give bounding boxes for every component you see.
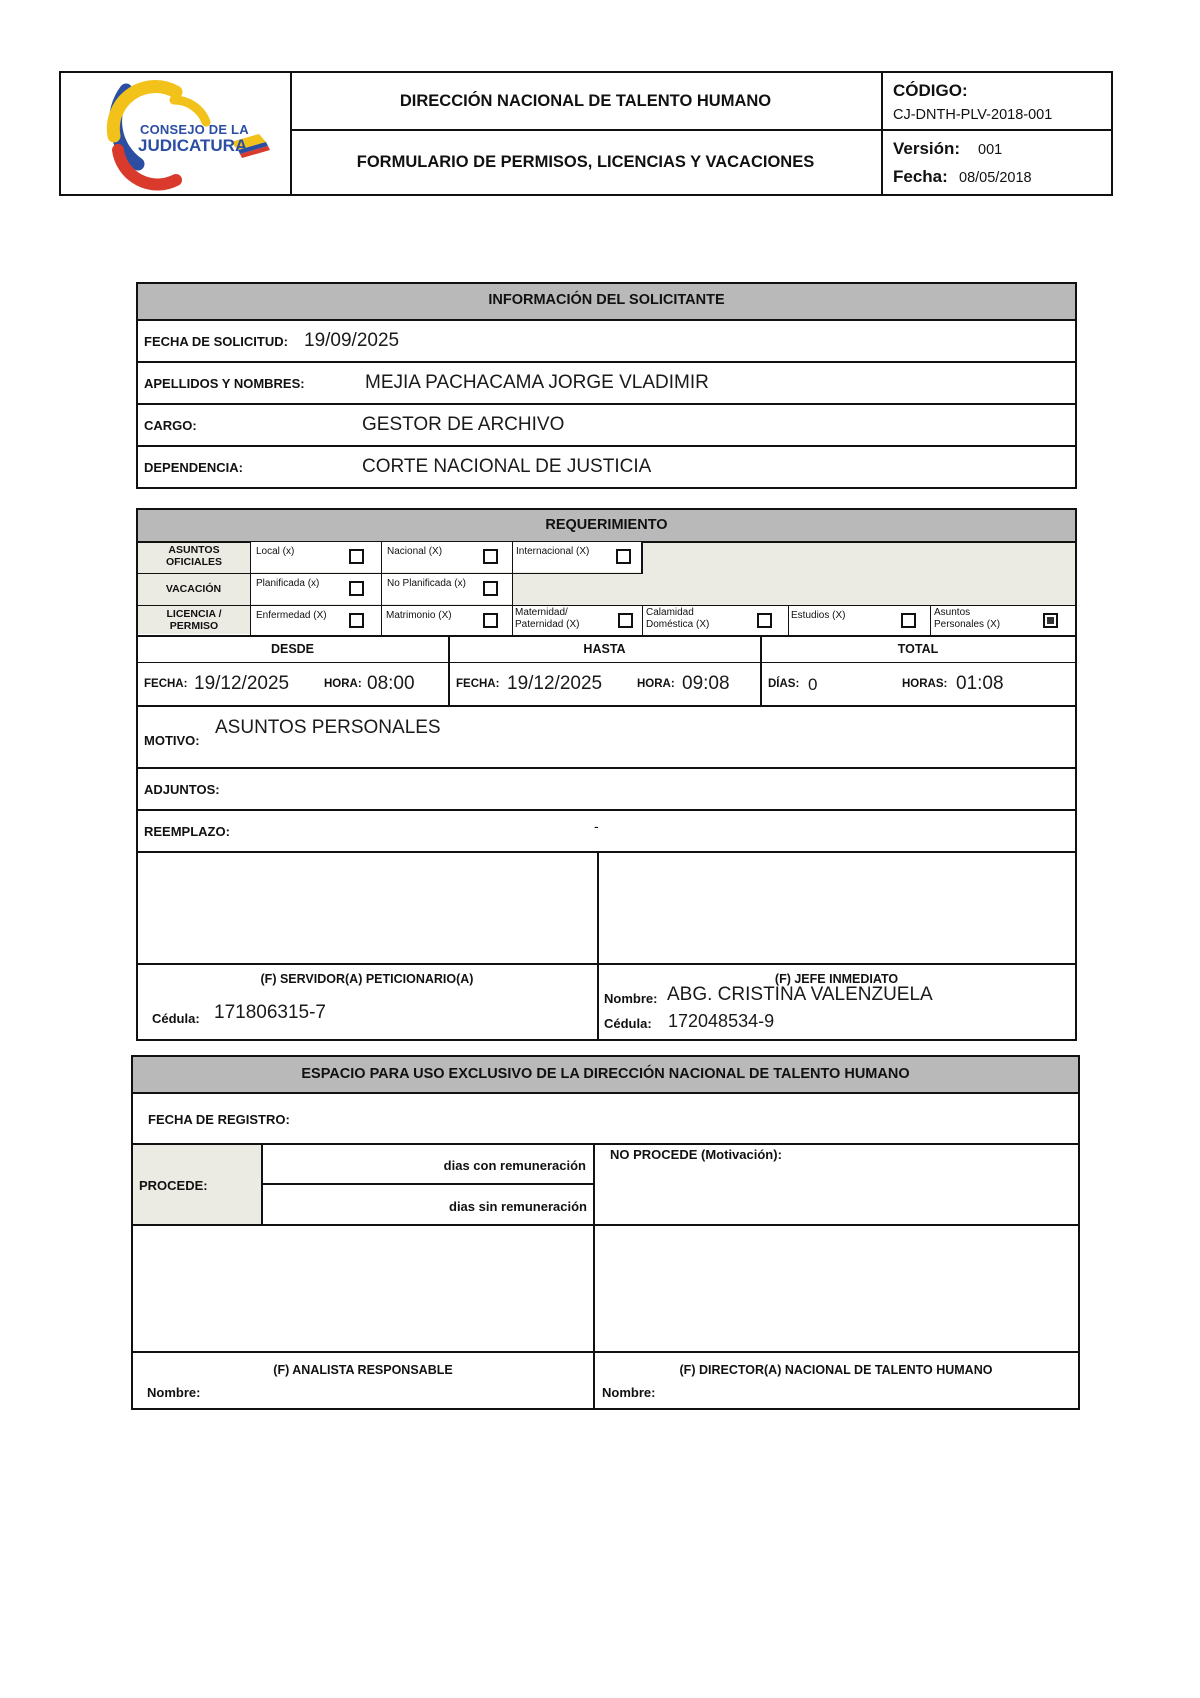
- asuntos-oficiales-label: ASUNTOS OFICIALES: [165, 544, 222, 568]
- jefe-nombre-label: Nombre:: [604, 991, 658, 1006]
- codigo-value: CJ-DNTH-PLV-2018-001: [893, 107, 1053, 123]
- dias-sin-remuneracion-label: dias sin remuneración: [449, 1199, 587, 1214]
- desde-fecha-label: FECHA:: [144, 678, 188, 690]
- fecha-solicitud-label: FECHA DE SOLICITUD:: [144, 334, 288, 349]
- logo-text-consejo: CONSEJO DE LA: [140, 122, 249, 137]
- hasta-fecha-value: 19/12/2025: [507, 673, 603, 694]
- director-nombre-label: Nombre:: [602, 1385, 656, 1400]
- checkbox-planificada[interactable]: [349, 581, 364, 596]
- option-matrimonio: Matrimonio (X): [386, 610, 452, 621]
- option-enfermedad: Enfermedad (X): [256, 610, 327, 621]
- checkbox-estudios[interactable]: [901, 613, 916, 628]
- option-calamidad: Calamidad Doméstica (X): [646, 607, 710, 630]
- jefe-nombre-value: ABG. CRISTINA VALENZUELA: [667, 984, 933, 1005]
- fecha-registro-label: FECHA DE REGISTRO:: [148, 1112, 290, 1127]
- version-label: Versión:: [893, 139, 961, 158]
- servidor-cedula-value: 171806315-7: [214, 1002, 326, 1023]
- reemplazo-label: REEMPLAZO:: [144, 824, 230, 839]
- jefe-cedula-value: 172048534-9: [668, 1011, 775, 1031]
- hasta-fecha-label: FECHA:: [456, 678, 500, 690]
- reemplazo-value: -: [594, 818, 599, 834]
- checkbox-matrimonio[interactable]: [483, 613, 498, 628]
- licencia-permiso-label: LICENCIA / PERMISO: [166, 608, 222, 632]
- desde-fecha-value: 19/12/2025: [194, 673, 290, 694]
- checkbox-maternidad[interactable]: [618, 613, 633, 628]
- talento-humano-section: [131, 1055, 1080, 1410]
- servidor-cedula-label: Cédula:: [152, 1011, 200, 1026]
- analista-signature-title: (F) ANALISTA RESPONSABLE: [273, 1363, 453, 1377]
- vacacion-label: VACACIÓN: [165, 583, 222, 595]
- no-procede-label: NO PROCEDE (Motivación):: [610, 1147, 782, 1162]
- total-horas-label: HORAS:: [902, 678, 948, 690]
- jefe-signature-title: (F) JEFE INMEDIATO: [774, 972, 899, 986]
- hasta-hora-label: HORA:: [637, 678, 675, 690]
- motivo-label: MOTIVO:: [144, 733, 200, 748]
- fecha-solicitud-value: 19/09/2025: [304, 330, 400, 351]
- servidor-signature-title: (F) SERVIDOR(A) PETICIONARIO(A): [260, 972, 474, 986]
- nombres-value: MEJIA PACHACAMA JORGE VLADIMIR: [365, 372, 709, 393]
- fecha-value: 08/05/2018: [959, 170, 1032, 186]
- cargo-label: CARGO:: [144, 418, 197, 433]
- desde-hora-label: HORA:: [324, 678, 362, 690]
- dependencia-label: DEPENDENCIA:: [144, 460, 243, 475]
- adjuntos-label: ADJUNTOS:: [144, 782, 220, 797]
- option-planificada: Planificada (x): [256, 578, 320, 589]
- org-title: DIRECCIÓN NACIONAL DE TALENTO HUMANO: [399, 92, 772, 110]
- analista-nombre-label: Nombre:: [147, 1385, 201, 1400]
- total-label: TOTAL: [897, 642, 939, 656]
- solicitante-title: INFORMACIÓN DEL SOLICITANTE: [488, 292, 725, 308]
- checkbox-asuntos-personales[interactable]: [1043, 613, 1058, 628]
- option-local: Local (x): [256, 546, 295, 557]
- checkbox-internacional[interactable]: [616, 549, 631, 564]
- motivo-value: ASUNTOS PERSONALES: [215, 717, 441, 738]
- talento-humano-title: ESPACIO PARA USO EXCLUSIVO DE LA DIRECCIÓN NACIONAL DE TALENTO HUMANO: [301, 1066, 910, 1082]
- checkbox-nacional[interactable]: [483, 549, 498, 564]
- desde-label: DESDE: [270, 642, 315, 656]
- checkbox-local[interactable]: [349, 549, 364, 564]
- nombres-label: APELLIDOS Y NOMBRES:: [144, 376, 305, 391]
- checkbox-enfermedad[interactable]: [349, 613, 364, 628]
- form-title: FORMULARIO DE PERMISOS, LICENCIAS Y VACACIONES: [356, 153, 815, 171]
- total-horas-value: 01:08: [956, 673, 1004, 694]
- procede-label: PROCEDE:: [139, 1178, 208, 1193]
- option-maternidad: Maternidad/ Paternidad (X): [515, 607, 580, 630]
- cargo-value: GESTOR DE ARCHIVO: [362, 414, 565, 435]
- codigo-label: CÓDIGO:: [893, 81, 968, 100]
- option-nacional: Nacional (X): [387, 546, 443, 557]
- option-no-planificada: No Planificada (x): [387, 578, 466, 589]
- hasta-label: HASTA: [583, 642, 626, 656]
- fecha-label: Fecha:: [893, 167, 948, 186]
- logo-text-judicatura: JUDICATURA: [138, 136, 248, 155]
- option-asuntos-personales: Asuntos Personales (X): [934, 607, 1001, 630]
- desde-hora-value: 08:00: [367, 673, 415, 694]
- option-internacional: Internacional (X): [516, 546, 590, 557]
- director-signature-title: (F) DIRECTOR(A) NACIONAL DE TALENTO HUMANO: [679, 1363, 993, 1377]
- dependencia-value: CORTE NACIONAL DE JUSTICIA: [362, 456, 652, 477]
- total-dias-value: 0: [808, 675, 818, 694]
- version-value: 001: [978, 142, 1003, 158]
- dias-con-remuneracion-label: dias con remuneración: [443, 1158, 586, 1173]
- hasta-hora-value: 09:08: [682, 673, 730, 694]
- checkbox-no-planificada[interactable]: [483, 581, 498, 596]
- checkbox-calamidad[interactable]: [757, 613, 772, 628]
- jefe-cedula-label: Cédula:: [604, 1016, 652, 1031]
- option-estudios: Estudios (X): [791, 610, 846, 621]
- total-dias-label: DÍAS:: [768, 678, 800, 690]
- judicatura-logo: [66, 72, 288, 194]
- requerimiento-title: REQUERIMIENTO: [545, 517, 668, 533]
